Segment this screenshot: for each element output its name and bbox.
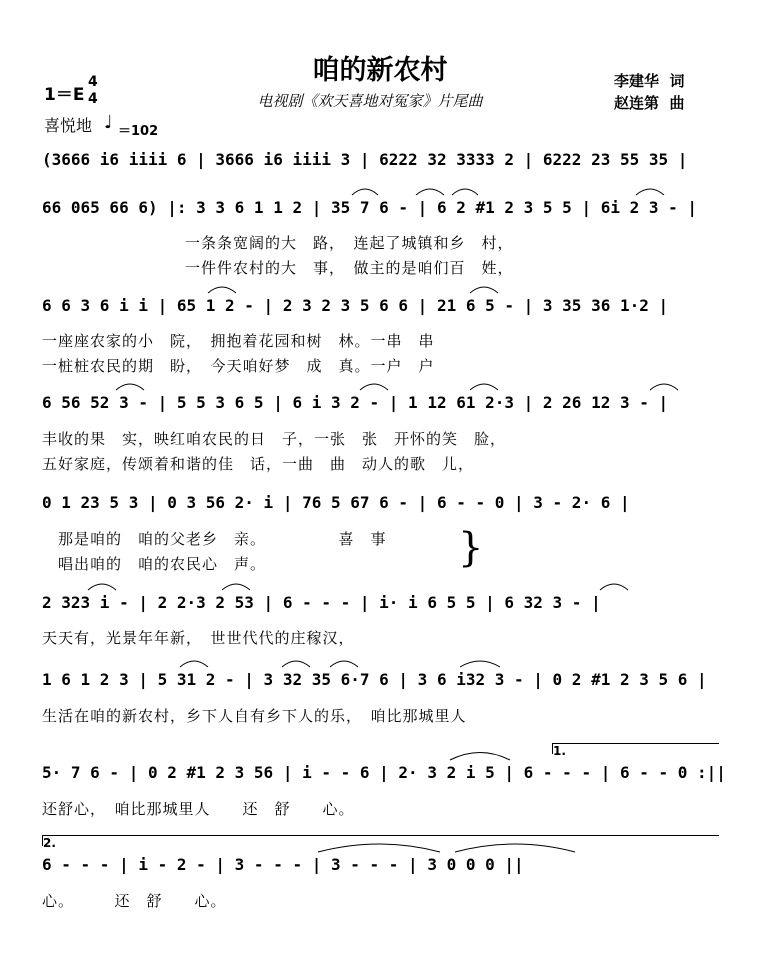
notation: 2 323 i - | 2 2·3 2 53 | 6 - - - | i· i 6 5 5 | 6 32 3 - | (42, 593, 601, 612)
notation: 6 6 3 6 i i | 65 1 2 - | 2 3 2 3 5 6 6 | 21 6 5 - | 3 35 36 1·2 | (42, 296, 669, 315)
notation: 1 6 1 2 3 | 5 31 2 - | 3 32 35 6·7 6 | 3 6 i32 3 - | 0 2 #1 2 3 5 6 | (42, 670, 707, 689)
quarter-note-icon: ♩ (104, 112, 113, 133)
verse-brace: } (458, 525, 484, 571)
lyric-chorus-1: 天天有，光景年年新， 世世代代的庄稼汉， (42, 629, 355, 647)
second-ending-bracket: 2. (42, 835, 719, 846)
lyric-verse2-d: 唱出咱的 咱的农民心 声。 (58, 555, 267, 573)
meter-bottom: 4 (88, 91, 98, 107)
notation: (3666 i6 iiii 6 | 3666 i6 iiii 3 | 6222 32 3333 2 | 6222 23 55 35 | (42, 150, 688, 169)
notation: 66 065 66 6) |: 3 3 6 1 1 2 | 35 7 6 - | 6 2 #1 2 3 5 5 | 6i 2 3 - | (42, 198, 698, 217)
tempo-value: ＝102 (118, 124, 159, 139)
key-signature: 1＝E (44, 85, 85, 105)
lyric-verse1-a: 一条条宽阔的大 路， 连起了城镇和乡 村， (185, 234, 514, 252)
lyricist-credit: 李建华 词 (614, 72, 685, 90)
lyric-verse2-c: 五好家庭，传颂着和谐的佳 话，一曲 曲 动人的歌 儿， (42, 455, 475, 473)
song-title: 咱的新农村 (312, 55, 448, 86)
lyric-verse1-d: 那是咱的 咱的父老乡 亲。 喜 事 (58, 530, 387, 548)
lyric-verse2-b: 一桩桩农民的期 盼， 今天咱好梦 成 真。一户 户 (42, 357, 435, 375)
lyric-verse1-b: 一座座农家的小 院， 拥抱着花园和树 林。一串 串 (42, 332, 435, 350)
notation: 6 - - - | i - 2 - | 3 - - - | 3 - - - | 3 0 0 0 || (42, 855, 524, 874)
notation: 0 1 23 5 3 | 0 3 56 2· i | 76 5 67 6 - | 6 - - 0 | 3 - 2· 6 | (42, 493, 630, 512)
tempo-expression: 喜悦地 (44, 116, 93, 135)
notation: 5· 7 6 - | 0 2 #1 2 3 56 | i - - 6 | 2· 3 2 i 5 | 6 - - - | 6 - - 0 :|| (42, 763, 726, 782)
lyric-chorus-3: 还舒心， 咱比那城里人 还 舒 心。 (42, 800, 355, 818)
lyric-chorus-2: 生活在咱的新农村，乡下人自有乡下人的乐， 咱比那城里人 (42, 707, 467, 725)
song-subtitle: 电视剧《欢天喜地对冤家》片尾曲 (257, 92, 483, 110)
notation: 6 56 52 3 - | 5 5 3 6 5 | 6 i 3 2 - | 1 12 61 2·3 | 2 26 12 3 - | (42, 393, 669, 412)
lyric-verse2-a: 一件件农村的大 事， 做主的是咱们百 姓， (185, 259, 514, 277)
first-ending-bracket: 1. (552, 743, 719, 754)
lyric-ending: 心。 还 舒 心。 (42, 892, 227, 910)
lyric-verse1-c: 丰收的果 实，映红咱农民的日 子，一张 张 开怀的笑 脸， (42, 430, 507, 448)
composer-credit: 赵连第 曲 (614, 94, 685, 112)
meter-top: 4 (88, 74, 98, 90)
